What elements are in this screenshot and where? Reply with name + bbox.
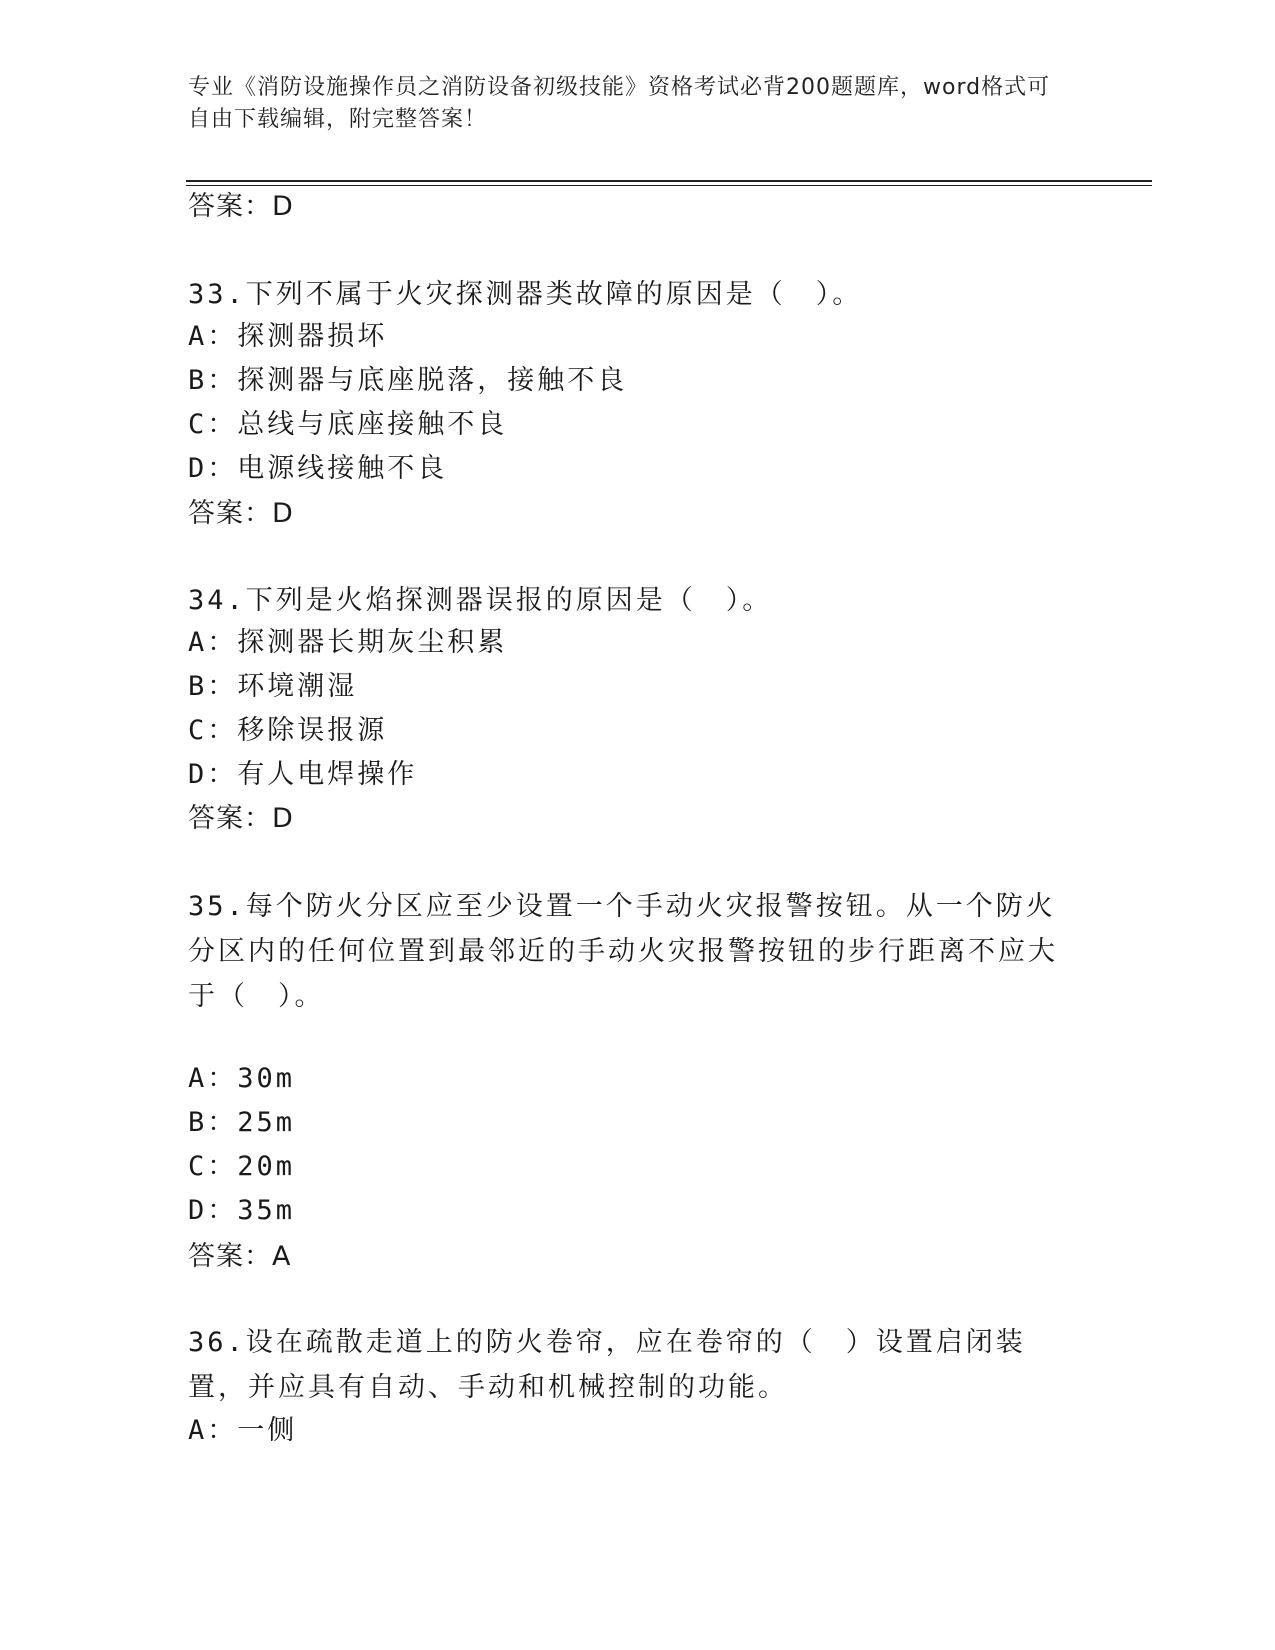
question-33-option-b: B：探测器与底座脱落，接触不良 [188,365,628,396]
question-33-option-d: D：电源线接触不良 [188,453,448,484]
question-34-answer: 答案：D [188,803,294,834]
question-34-stem: 34.下列是火焰探测器误报的原因是（ ）。 [188,585,773,616]
question-33-option-c: C：总线与底座接触不良 [188,409,508,440]
question-35-option-d: D：35m [188,1195,296,1226]
document-header: 专业《消防设施操作员之消防设备初级技能》资格考试必背200题题库，word格式可自由下载编辑，附完整答案！ [188,75,1051,132]
question-35-option-a: A：30m [188,1063,296,1094]
question-34-option-b: B：环境潮湿 [188,671,358,702]
question-35-option-c: C：20m [188,1151,296,1182]
question-35-option-b: B：25m [188,1107,296,1138]
header-divider [186,180,1152,186]
question-34-option-c: C：移除误报源 [188,715,388,746]
question-33-answer: 答案：D [188,498,294,529]
question-35-answer: 答案：A [188,1241,292,1272]
question-36-stem: 36.设在疏散走道上的防火卷帘，应在卷帘的（ ）设置启闭装置，并应具有自动、手动和机械控制的功能。 [188,1327,1026,1403]
question-35-stem: 35.每个防火分区应至少设置一个手动火灾报警按钮。从一个防火分区内的任何位置到最邻近的手动火灾报警按钮的步行距离不应大于（ ）。 [188,891,1058,1012]
answer-32: 答案：D [188,191,294,222]
question-34-option-a: A：探测器长期灰尘积累 [188,627,508,658]
question-34-option-d: D：有人电焊操作 [188,759,418,790]
question-36-option-a: A：一侧 [188,1415,298,1446]
question-33-stem: 33.下列不属于火灾探测器类故障的原因是（ ）。 [188,279,863,310]
question-33-option-a: A：探测器损坏 [188,321,388,352]
